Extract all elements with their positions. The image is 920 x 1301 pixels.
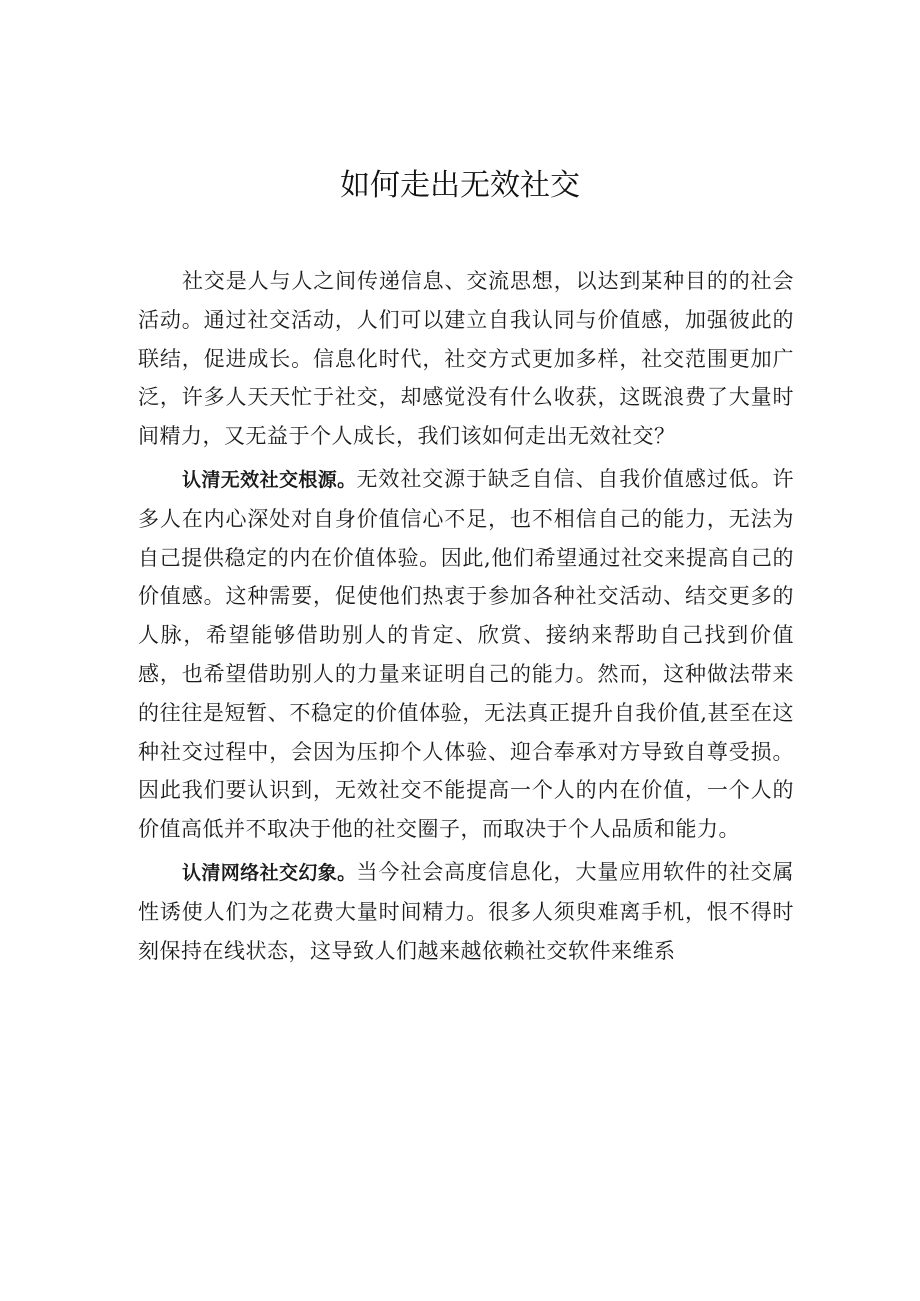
paragraph-text: 社交是人与人之间传递信息、交流思想，以达到某种目的的社会活动。通过社交活动，人们可以建立自我认同与价值感，加强彼此的联结，促进成长。信息化时代，社交方式更加多样，社交范围更加广泛，许多人天天忙于社交，却感觉没有什么收获，这既浪费了大量时间精力，又无益于个人成长，我们该如何走出无效社交？ <box>138 269 794 449</box>
paragraph-root-cause <box>138 460 794 849</box>
document-title: 如何走出无效社交 <box>340 168 580 203</box>
paragraph-text: 无效社交源于缺乏自信、自我价值感过低。许多人在内心深处对自身价值信心不足，也不相信自己的能力，无法为自己提供稳定的内在价值体验。因此,他们希望通过社交来提高自己的价值感。这种需要，促使他们热衷于参加各种社交活动、结交更多的人脉，希望能够借助别人的肯定、欣赏、接纳来帮助自己找到价值感，也希望借助别人的力量来证明自己的能力。然而，这种做法带来的往往是短暂、不稳定的价值体验，无法真正提升自我价值,甚至在这种社交过程中，会因为压抑个人体验、迎合奉承对方导致自尊受损。因此我们要认识到，无效社交不能提高一个人的内在价值，一个人的价值高低并不取决于他的社交圈子，而取决于个人品质和能力。 <box>138 466 794 842</box>
paragraph-lead-heading: 认清无效社交根源。 <box>182 468 357 491</box>
document-body <box>138 262 794 974</box>
paragraph-lead-heading: 认清网络社交幻象。 <box>182 861 357 884</box>
paragraph-online-illusion <box>138 853 794 970</box>
paragraph-intro <box>138 262 794 456</box>
paragraph-text: 当今社会高度信息化，大量应用软件的社交属性诱使人们为之花费大量时间精力。很多人须臾难离手机，恨不得时刻保持在线状态，这导致人们越来越依赖社交软件来维系 <box>138 859 794 963</box>
